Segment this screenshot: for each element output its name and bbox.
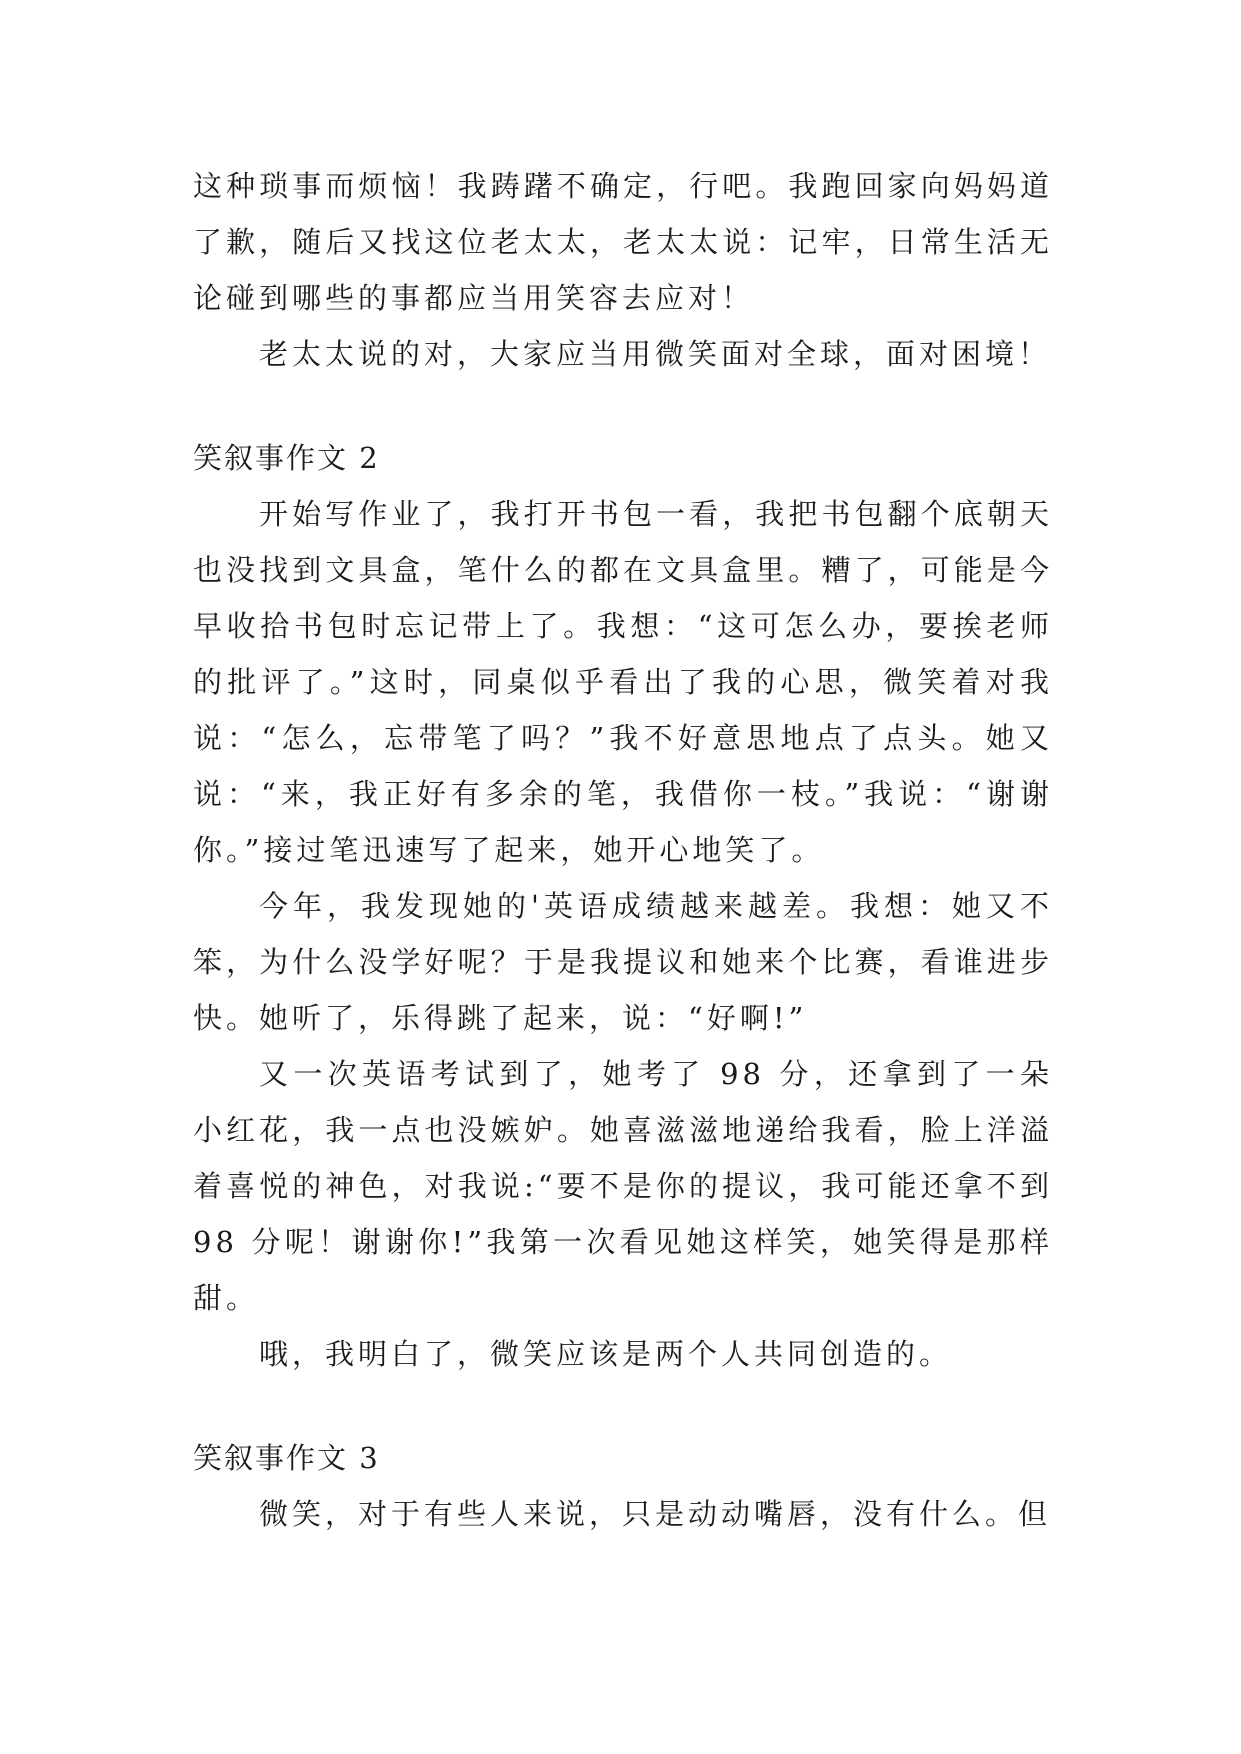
section-essay-3 [193,1430,1053,1542]
section-heading: 笑叙事作文 3 [193,1441,380,1475]
section-spacer [193,1382,1053,1430]
paragraph: 开始写作业了，我打开书包一看，我把书包翻个底朝天也没找到文具盒，笔什么的都在文具盒里。糟了，可能是今早收拾书包时忘记带上了。我想：“这可怎么办，要挨老师的批评了。”这时，同桌似乎看出了我的心思，微笑着对我说：“怎么，忘带笔了吗？”我不好意思地点了点头。她又说：“来，我正好有多余的笔，我借你一枝。”我说：“谢谢你。”接过笔迅速写了起来，她开心地笑了。 [193,497,1053,867]
paragraph: 老太太说的对，大家应当用微笑面对全球，面对困境！ [259,337,1052,371]
paragraph: 今年，我发现她的'英语成绩越来越差。我想：她又不笨，为什么没学好呢？于是我提议和她来个比赛，看谁进步快。她听了，乐得跳了起来，说：“好啊!” [193,889,1053,1035]
paragraph: 微笑，对于有些人来说，只是动动嘴唇，没有什么。但 [259,1497,1052,1531]
section-continuation [193,158,1053,382]
document-page [193,158,1053,1542]
paragraph: 又一次英语考试到了，她考了 98 分，还拿到了一朵小红花，我一点也没嫉妒。她喜滋滋地递给我看，脸上洋溢着喜悦的神色，对我说:“要不是你的提议，我可能还拿不到 98 分呢！谢谢你!”我第一次看见她这样笑，她笑得是那样甜。 [193,1057,1053,1315]
paragraph: 哦，我明白了，微笑应该是两个人共同创造的。 [259,1337,953,1371]
section-heading: 笑叙事作文 2 [193,441,380,475]
section-spacer [193,382,1053,430]
section-essay-2 [193,430,1053,1382]
paragraph: 这种琐事而烦恼！我踌躇不确定，行吧。我跑回家向妈妈道了歉，随后又找这位老太太，老太太说：记牢，日常生活无论碰到哪些的事都应当用笑容去应对！ [193,169,1053,315]
